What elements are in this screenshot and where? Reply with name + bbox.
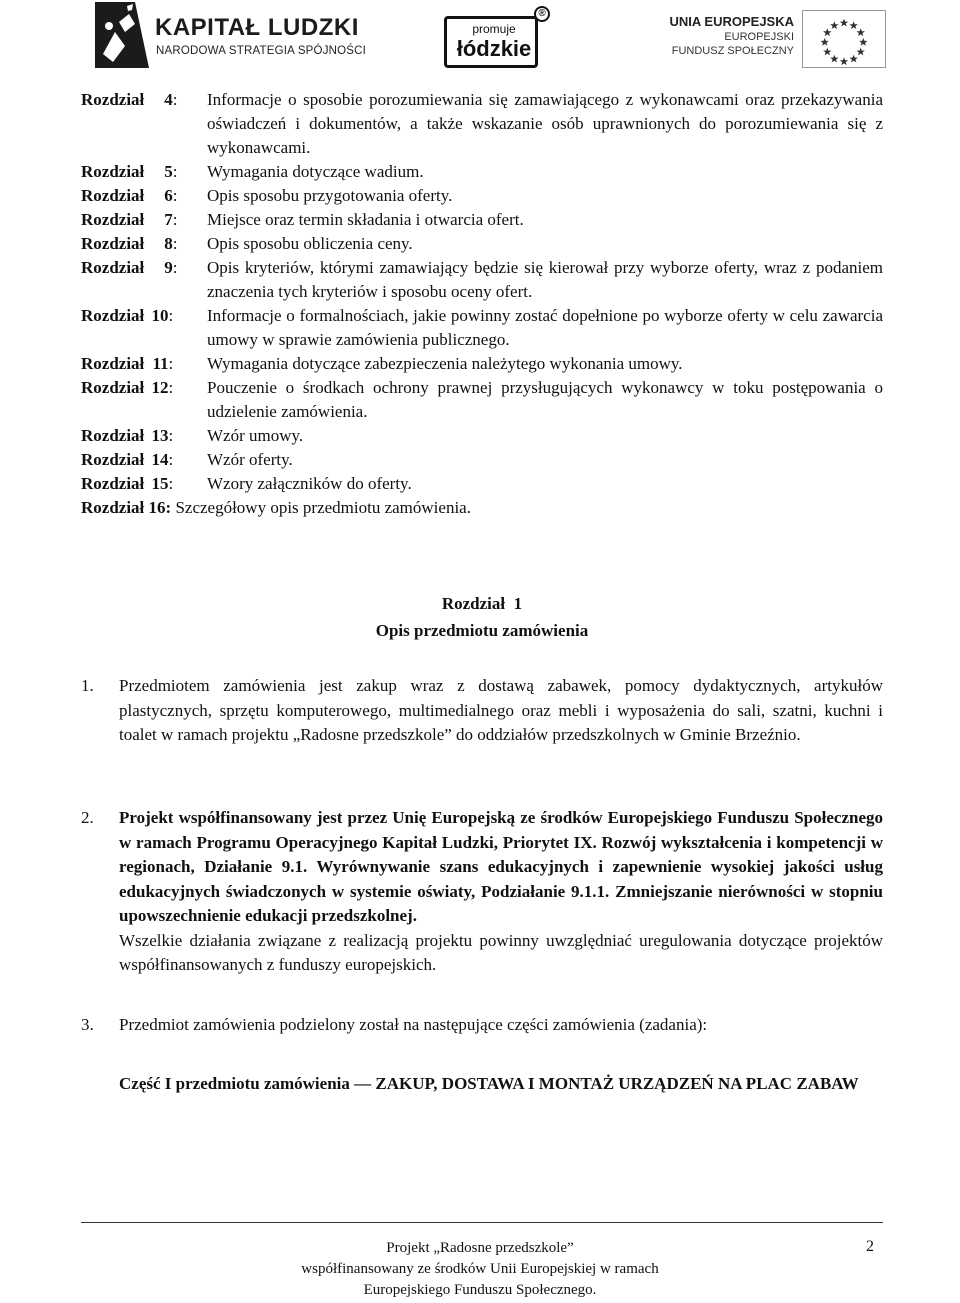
toc-label: Rozdział 13: [81, 426, 174, 445]
toc-entry-5 [81, 160, 883, 184]
toc-text: Wymagania dotyczące wadium. [207, 162, 424, 181]
toc-label: Rozdział 16: [81, 498, 172, 517]
registered-mark-icon: ® [534, 6, 550, 22]
toc-label: Rozdział 8: [81, 234, 178, 253]
toc-text: Miejsce oraz termin składania i otwarcia ofert. [207, 210, 524, 229]
toc-label: Rozdział 5: [81, 162, 178, 181]
promuje-lodzkie-logo [444, 6, 554, 70]
toc-label: Rozdział 11: [81, 354, 174, 373]
eu-efs-logo [669, 10, 886, 70]
toc-entry-6 [81, 184, 883, 208]
eu-text-block [670, 14, 794, 58]
toc-label: Rozdział 10: [81, 306, 174, 325]
section-3 [81, 1013, 883, 1038]
toc-entry-9 [81, 256, 883, 304]
chapter-heading [81, 590, 883, 644]
eu-flag-icon [802, 10, 886, 68]
toc-text: Informacje o formalnościach, jakie powinny zostać dopełnione po wyborze oferty w celu zawarcia umowy w sprawie zamówienia publicznego. [207, 306, 883, 349]
toc-entry-16 [81, 496, 883, 520]
toc-label: Rozdział 14: [81, 450, 174, 469]
footer-line-1: Projekt „Radosne przedszkole” [386, 1240, 574, 1256]
toc-text: Wzór umowy. [207, 426, 304, 445]
toc-list [81, 88, 883, 520]
toc-label: Rozdział 9: [81, 258, 178, 277]
toc-text: Opis sposobu obliczenia ceny. [207, 234, 413, 253]
footer-divider [81, 1222, 883, 1223]
section-2 [81, 806, 883, 978]
eu-line-3: FUNDUSZ SPOŁECZNY [671, 45, 794, 57]
lodzkie-frame [444, 16, 538, 68]
toc-text: Opis kryteriów, którymi zamawiający będzie się kierował przy wyborze oferty, wraz z podaniem znaczenia tych kryteriów i sposobu oceny ofert. [207, 258, 883, 301]
page-number: 2 [866, 1238, 874, 1255]
section-text: Przedmiot zamówienia podzielony został na następujące części zamówienia (zadania): [119, 1015, 708, 1034]
kapital-ludzki-subtitle: NARODOWA STRATEGIA SPÓJNOŚCI [156, 45, 367, 57]
toc-entry-13 [81, 424, 883, 448]
eu-line-1: UNIA EUROPEJSKA [669, 14, 794, 29]
chapter-title: Rozdział 1 [441, 594, 523, 613]
part-1-heading: Część I przedmiotu zamówienia — ZAKUP, DOSTAWA I MONTAŻ URZĄDZEŃ NA PLAC ZABAW [119, 1074, 859, 1093]
toc-text: Wzór oferty. [207, 450, 293, 469]
toc-text: Wzory załączników do oferty. [207, 474, 412, 493]
section-text: Wszelkie działania związane z realizacją projektu powinny uwzględniać uregulowania dotyczące projektów współfinansowanych z funduszy europejskich. [119, 930, 883, 974]
toc-label: Rozdział 12: [81, 378, 174, 397]
toc-label: Rozdział 15: [81, 474, 174, 493]
section-number: 1. [81, 676, 94, 695]
toc-entry-4 [81, 88, 883, 160]
toc-entry-8 [81, 232, 883, 256]
eu-line-2: EUROPEJSKI [724, 31, 794, 43]
toc-text: Opis sposobu przygotowania oferty. [207, 186, 453, 205]
kapital-ludzki-logo [95, 2, 367, 68]
toc-entry-7 [81, 208, 883, 232]
section-1 [81, 674, 883, 748]
toc-label: Rozdział 4: [81, 90, 178, 109]
toc-label: Rozdział 7: [81, 210, 178, 229]
lodzkie-top-text: promuje [472, 22, 516, 36]
section-number: 2. [81, 808, 94, 827]
lodzkie-main-text: łódzkie [456, 36, 532, 61]
footer-line-2: współfinansowany ze środków Unii Europejskiej w ramach [301, 1261, 659, 1277]
toc-text: Szczegółowy opis przedmiotu zamówienia. [175, 498, 471, 517]
kapital-ludzki-emblem-icon [95, 2, 149, 68]
toc-text: Wymagania dotyczące zabezpieczenia należytego wykonania umowy. [207, 354, 683, 373]
toc-entry-12 [81, 376, 883, 424]
section-number: 3. [81, 1015, 94, 1034]
toc-entry-11 [81, 352, 883, 376]
kapital-ludzki-title: KAPITAŁ LUDZKI [155, 14, 359, 41]
toc-entry-14 [81, 448, 883, 472]
footer [180, 1238, 780, 1301]
section-body [119, 806, 883, 978]
header-logos [0, 0, 960, 80]
toc-label: Rozdział 6: [81, 186, 178, 205]
chapter-subtitle: Opis przedmiotu zamówienia [375, 621, 589, 640]
toc-entry-10 [81, 304, 883, 352]
toc-text: Pouczenie o środkach ochrony prawnej przysługujących wykonawcy w toku postępowania o udzielenie zamówienia. [207, 378, 883, 421]
toc-entry-15 [81, 472, 883, 496]
project-funding-statement: Projekt współfinansowany jest przez Unię Europejską ze środków Europejskiego Funduszu Społecznego w ramach Programu Operacyjnego Kapitał Ludzki, Priorytet IX. Rozwój wykształcenia i kompetencji w regionach, Działanie 9.1. Wyrównywanie szans edukacyjnych i zapewnienie wysokiej jakości usług edukacyjnych świadczonych w systemie oświaty, Podziałanie 9.1.1. Zmniejszanie nierówności w stopniu upowszechnienie edukacji przedszkolnej. [119, 808, 883, 925]
toc-text: Informacje o sposobie porozumiewania się zamawiającego z wykonawcami oraz przekazywania oświadczeń i dokumentów, a także wskazanie osób uprawnionych do porozumiewania się z wykonawcami. [207, 90, 883, 157]
section-text: Przedmiotem zamówienia jest zakup wraz z dostawą zabawek, pomocy dydaktycznych, artykułów plastycznych, sprzętu komputerowego, multimedialnego oraz mebli i wyposażenia do sali, szatni, kuchni i toalet w ramach projektu „Radosne przedszkole” do oddziałów przedszkolnych w Gminie Brzeźnio. [119, 676, 883, 744]
footer-line-3: Europejskiego Funduszu Społecznego. [363, 1282, 597, 1298]
